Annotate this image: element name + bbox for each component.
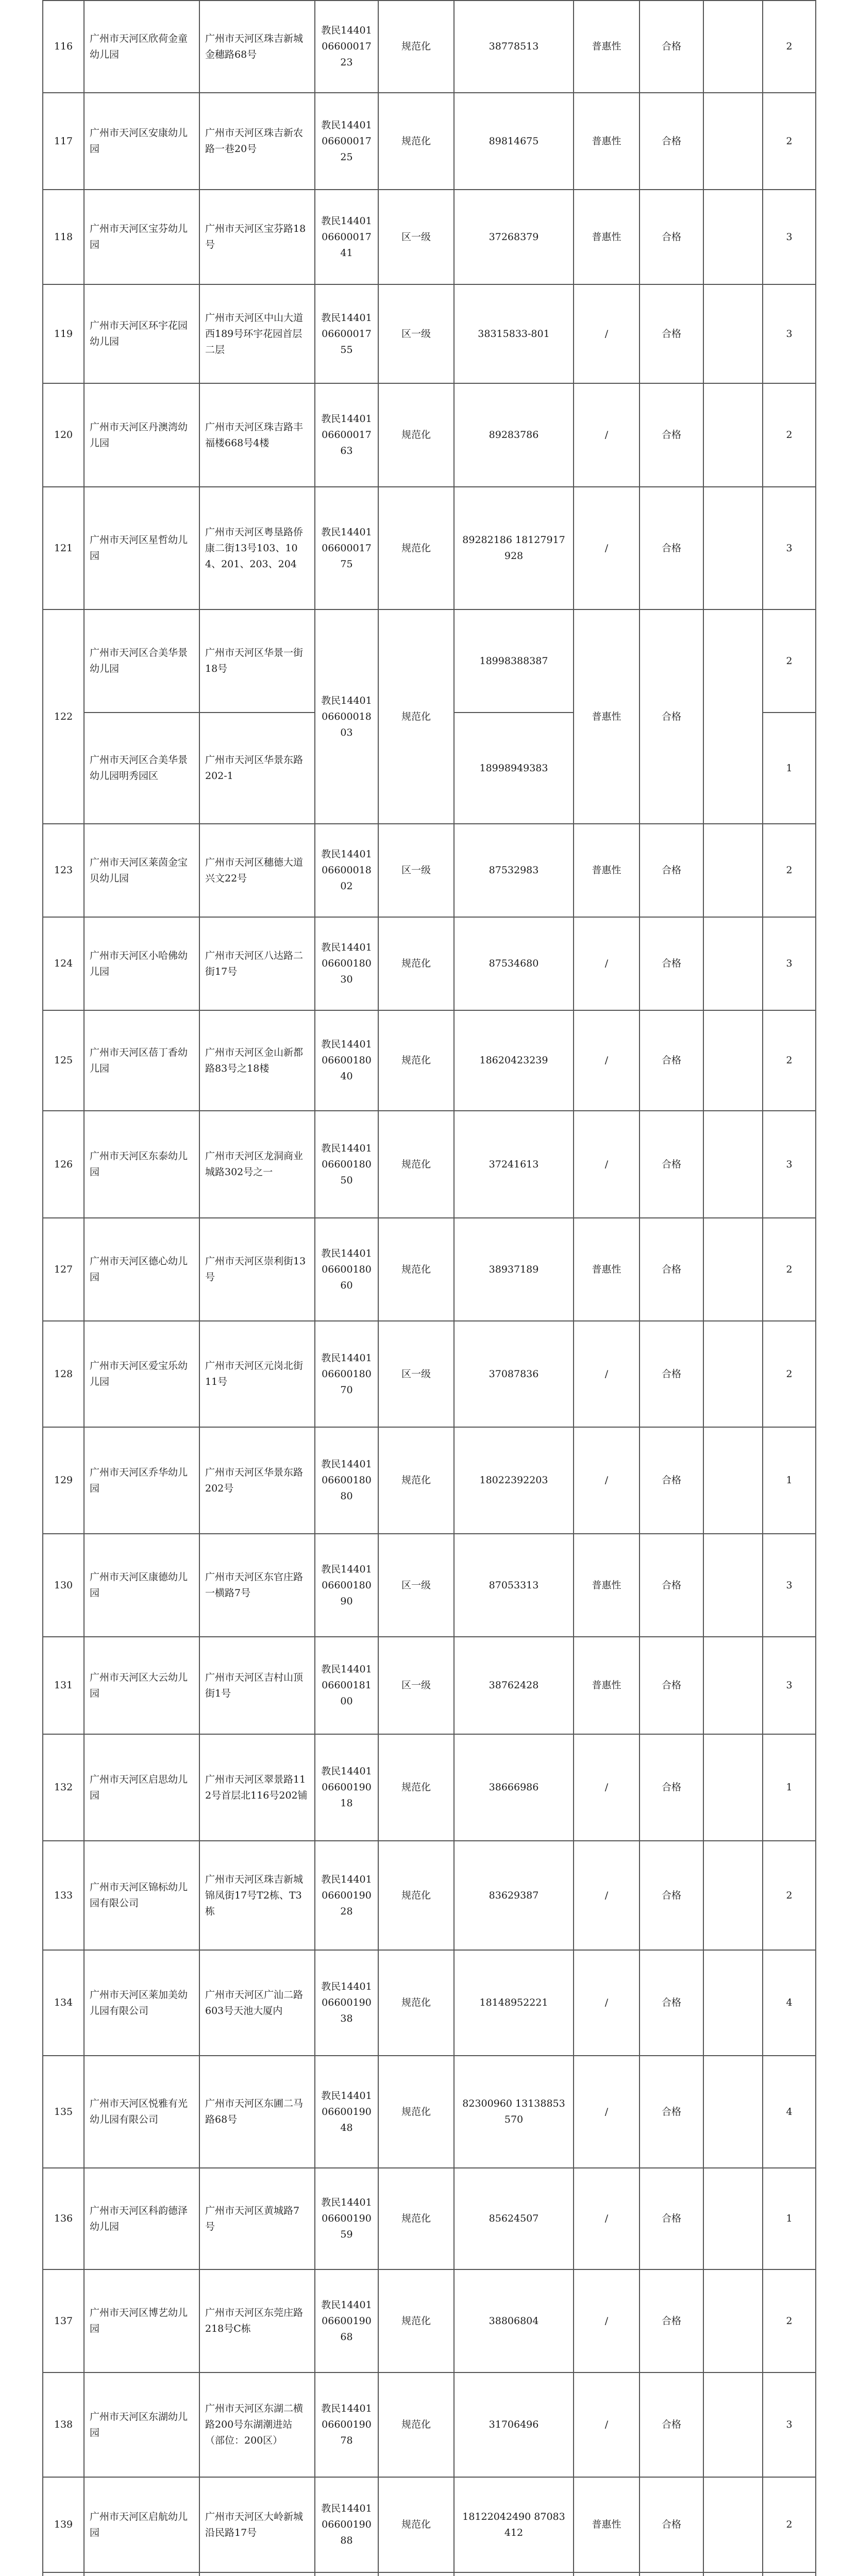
kindergarten-address: 广州市天河区大岭新城沿民路17号 <box>199 2477 315 2572</box>
kindergarten-name: 广州市天河区博艺幼儿园 <box>84 2269 199 2372</box>
grade-level: 规范化 <box>378 609 454 824</box>
table-row <box>43 824 816 917</box>
inspection-result: 合格 <box>640 487 703 609</box>
license-code: 教民144010660018090 <box>315 1534 378 1637</box>
kindergarten-name: 广州市天河区悦雅有光幼儿园有限公司 <box>84 2056 199 2168</box>
kindergarten-address: 广州市天河区华景东路202-1 <box>199 713 315 824</box>
grade-level: 规范化 <box>378 2168 454 2269</box>
benefit-status: 普惠性 <box>574 1218 640 1321</box>
class-count: 4 <box>763 1950 816 2056</box>
license-code: 教民144010660018040 <box>315 1010 378 1111</box>
grade-level: 规范化 <box>378 917 454 1010</box>
blank-column <box>703 383 763 487</box>
kindergarten-name: 广州市天河区东湖幼儿园 <box>84 2372 199 2477</box>
license-code: 教民144010660018070 <box>315 1321 378 1427</box>
phone-number: 82300960 13138853570 <box>454 2056 574 2168</box>
kindergarten-name: 广州市天河区合美华景幼儿园 <box>84 609 199 713</box>
table-row <box>43 1218 816 1321</box>
table-row <box>43 2056 816 2168</box>
kindergarten-name: 广州市天河区大云幼儿园 <box>84 1637 199 1734</box>
phone-number: 18122042490 87083412 <box>454 2477 574 2572</box>
grade-level: 区一级 <box>378 1321 454 1427</box>
kindergarten-address: 广州市天河区元岗北街11号 <box>199 1321 315 1427</box>
class-count: 2 <box>763 93 816 190</box>
grade-level: 规范化 <box>378 1010 454 1111</box>
kindergarten-address: 广州市天河区黄城路7号 <box>199 2168 315 2269</box>
class-count: 1 <box>763 1734 816 1841</box>
grade-level: 规范化 <box>378 1 454 93</box>
row-number: 133 <box>43 1841 84 1950</box>
class-count: 1 <box>763 2168 816 2269</box>
blank-column <box>703 1734 763 1841</box>
license-code: 教民144010660019068 <box>315 2269 378 2372</box>
row-number: 116 <box>43 1 84 93</box>
license-code: 教民144010660019028 <box>315 1841 378 1950</box>
class-count: 2 <box>763 1010 816 1111</box>
table-row <box>43 1111 816 1218</box>
grade-level: 规范化 <box>378 2372 454 2477</box>
class-count <box>763 2572 816 2576</box>
kindergarten-name <box>84 2572 199 2576</box>
grade-level: 规范化 <box>378 1950 454 2056</box>
kindergarten-address <box>199 2572 315 2576</box>
benefit-status: 普惠性 <box>574 93 640 190</box>
grade-level: 规范化 <box>378 487 454 609</box>
class-count: 3 <box>763 284 816 383</box>
class-count: 2 <box>763 383 816 487</box>
row-number: 118 <box>43 190 84 284</box>
class-count: 3 <box>763 917 816 1010</box>
benefit-status: 普惠性 <box>574 1637 640 1734</box>
grade-level: 规范化 <box>378 1218 454 1321</box>
benefit-status: / <box>574 1321 640 1427</box>
license-code: 教民144010660019078 <box>315 2372 378 2477</box>
row-number: 125 <box>43 1010 84 1111</box>
kindergarten-address: 广州市天河区龙洞商业城路302号之一 <box>199 1111 315 1218</box>
phone-number: 37241613 <box>454 1111 574 1218</box>
kindergarten-address: 广州市天河区东圃二马路68号 <box>199 2056 315 2168</box>
kindergarten-name: 广州市天河区乔华幼儿园 <box>84 1427 199 1534</box>
inspection-result: 合格 <box>640 93 703 190</box>
phone-number: 18998949383 <box>454 713 574 824</box>
kindergarten-name: 广州市天河区欣荷金童幼儿园 <box>84 1 199 93</box>
license-code: 教民144010660019088 <box>315 2477 378 2572</box>
kindergarten-name: 广州市天河区莱加美幼儿园有限公司 <box>84 1950 199 2056</box>
grade-level: 区一级 <box>378 190 454 284</box>
class-count: 3 <box>763 1111 816 1218</box>
blank-column <box>703 824 763 917</box>
phone-number: 87534680 <box>454 917 574 1010</box>
table-row <box>43 2269 816 2372</box>
table-row <box>43 1321 816 1427</box>
kindergarten-address: 广州市天河区华景东路202号 <box>199 1427 315 1534</box>
kindergarten-name: 广州市天河区丹澳湾幼儿园 <box>84 383 199 487</box>
row-number: 139 <box>43 2477 84 2572</box>
license-code: 教民144010660001725 <box>315 93 378 190</box>
kindergarten-address: 广州市天河区中山大道西189号环宇花园首层二层 <box>199 284 315 383</box>
phone-number: 87532983 <box>454 824 574 917</box>
inspection-result: 合格 <box>640 190 703 284</box>
grade-level: 规范化 <box>378 2056 454 2168</box>
benefit-status: / <box>574 2168 640 2269</box>
row-number: 120 <box>43 383 84 487</box>
table-row <box>43 1950 816 2056</box>
inspection-result: 合格 <box>640 2372 703 2477</box>
phone-number: 31706496 <box>454 2372 574 2477</box>
class-count: 2 <box>763 1321 816 1427</box>
benefit-status: 普惠性 <box>574 1 640 93</box>
benefit-status: / <box>574 1111 640 1218</box>
inspection-result: 合格 <box>640 2269 703 2372</box>
benefit-status <box>574 2572 640 2576</box>
phone-number: 38666986 <box>454 1734 574 1841</box>
kindergarten-name: 广州市天河区莱茵金宝贝幼儿园 <box>84 824 199 917</box>
license-code: 教民144010660001803 <box>315 609 378 824</box>
table-row <box>43 284 816 383</box>
kindergarten-name: 广州市天河区科韵德泽幼儿园 <box>84 2168 199 2269</box>
blank-column <box>703 1321 763 1427</box>
blank-column <box>703 1 763 93</box>
blank-column <box>703 1841 763 1950</box>
blank-column <box>703 1427 763 1534</box>
class-count: 3 <box>763 2372 816 2477</box>
blank-column <box>703 1950 763 2056</box>
grade-level: 规范化 <box>378 2269 454 2372</box>
grade-level: 规范化 <box>378 1734 454 1841</box>
kindergarten-address: 广州市天河区东湖二横路200号东湖潮进站（部位：200区） <box>199 2372 315 2477</box>
benefit-status: / <box>574 1010 640 1111</box>
kindergarten-address: 广州市天河区珠吉新城金穗路68号 <box>199 1 315 93</box>
row-number: 117 <box>43 93 84 190</box>
phone-number: 89282186 18127917928 <box>454 487 574 609</box>
blank-column <box>703 1010 763 1111</box>
grade-level: 区一级 <box>378 284 454 383</box>
blank-column <box>703 2477 763 2572</box>
phone-number: 38778513 <box>454 1 574 93</box>
benefit-status: 普惠性 <box>574 2477 640 2572</box>
benefit-status: / <box>574 383 640 487</box>
class-count: 3 <box>763 190 816 284</box>
class-count: 3 <box>763 1637 816 1734</box>
kindergarten-name: 广州市天河区安康幼儿园 <box>84 93 199 190</box>
table-row <box>43 383 816 487</box>
kindergarten-name: 广州市天河区启思幼儿园 <box>84 1734 199 1841</box>
inspection-result: 合格 <box>640 1841 703 1950</box>
phone-number: 38762428 <box>454 1637 574 1734</box>
benefit-status: / <box>574 2372 640 2477</box>
license-code: 教民144010660001723 <box>315 1 378 93</box>
benefit-status: / <box>574 1427 640 1534</box>
row-number: 122 <box>43 609 84 824</box>
grade-level: 规范化 <box>378 1111 454 1218</box>
benefit-status: / <box>574 1950 640 2056</box>
grade-level: 区一级 <box>378 1637 454 1734</box>
table-row <box>43 1734 816 1841</box>
inspection-result: 合格 <box>640 2477 703 2572</box>
row-number: 137 <box>43 2269 84 2372</box>
license-code: 教民144010660018100 <box>315 1637 378 1734</box>
inspection-result: 合格 <box>640 284 703 383</box>
phone-number: 18620423239 <box>454 1010 574 1111</box>
phone-number: 37087836 <box>454 1321 574 1427</box>
row-number: 123 <box>43 824 84 917</box>
class-count: 3 <box>763 487 816 609</box>
benefit-status: / <box>574 1734 640 1841</box>
kindergarten-name: 广州市天河区锦标幼儿园有限公司 <box>84 1841 199 1950</box>
license-code <box>315 2572 378 2576</box>
row-number: 129 <box>43 1427 84 1534</box>
class-count: 4 <box>763 2056 816 2168</box>
table-row <box>43 487 816 609</box>
phone-number: 89283786 <box>454 383 574 487</box>
row-number: 127 <box>43 1218 84 1321</box>
blank-column <box>703 609 763 824</box>
phone-number: 38315833-801 <box>454 284 574 383</box>
table-row <box>43 609 816 713</box>
benefit-status: / <box>574 2269 640 2372</box>
phone-number: 83629387 <box>454 1841 574 1950</box>
table-body <box>43 1 816 2576</box>
kindergarten-name: 广州市天河区德心幼儿园 <box>84 1218 199 1321</box>
row-number: 134 <box>43 1950 84 2056</box>
kindergarten-address: 广州市天河区翠景路112号首层北116号202铺 <box>199 1734 315 1841</box>
class-count: 2 <box>763 2477 816 2572</box>
grade-level: 规范化 <box>378 93 454 190</box>
kindergarten-name: 广州市天河区星哲幼儿园 <box>84 487 199 609</box>
benefit-status: / <box>574 1841 640 1950</box>
inspection-result: 合格 <box>640 824 703 917</box>
class-count: 1 <box>763 713 816 824</box>
row-number: 138 <box>43 2372 84 2477</box>
blank-column <box>703 1637 763 1734</box>
table-row <box>43 2477 816 2572</box>
row-number: 126 <box>43 1111 84 1218</box>
license-code: 教民144010660001775 <box>315 487 378 609</box>
blank-column <box>703 2056 763 2168</box>
inspection-result: 合格 <box>640 1427 703 1534</box>
table-row <box>43 1637 816 1734</box>
class-count: 1 <box>763 1427 816 1534</box>
inspection-result: 合格 <box>640 1734 703 1841</box>
phone-number: 18148952221 <box>454 1950 574 2056</box>
blank-column <box>703 284 763 383</box>
kindergarten-address: 广州市天河区宝芬路18号 <box>199 190 315 284</box>
class-count: 2 <box>763 609 816 713</box>
kindergarten-address: 广州市天河区吉村山顶街1号 <box>199 1637 315 1734</box>
kindergarten-address: 广州市天河区崇利街13号 <box>199 1218 315 1321</box>
blank-column <box>703 2168 763 2269</box>
row-number: 131 <box>43 1637 84 1734</box>
inspection-result: 合格 <box>640 1111 703 1218</box>
inspection-result: 合格 <box>640 1950 703 2056</box>
benefit-status: / <box>574 284 640 383</box>
row-number: 124 <box>43 917 84 1010</box>
blank-column <box>703 2572 763 2576</box>
inspection-result: 合格 <box>640 2168 703 2269</box>
phone-number: 18998388387 <box>454 609 574 713</box>
table-row <box>43 1534 816 1637</box>
blank-column <box>703 2269 763 2372</box>
kindergarten-name: 广州市天河区启航幼儿园 <box>84 2477 199 2572</box>
benefit-status: 普惠性 <box>574 824 640 917</box>
phone-number: 37268379 <box>454 190 574 284</box>
grade-level: 规范化 <box>378 1841 454 1950</box>
table-row <box>43 93 816 190</box>
inspection-result: 合格 <box>640 1637 703 1734</box>
blank-column <box>703 917 763 1010</box>
license-code: 教民144010660018060 <box>315 1218 378 1321</box>
grade-level: 区一级 <box>378 1534 454 1637</box>
blank-column <box>703 93 763 190</box>
row-number: 128 <box>43 1321 84 1427</box>
table-row <box>43 917 816 1010</box>
row-number: 135 <box>43 2056 84 2168</box>
blank-column <box>703 2372 763 2477</box>
phone-number: 38806804 <box>454 2269 574 2372</box>
grade-level: 区一级 <box>378 824 454 917</box>
table-row <box>43 2572 816 2576</box>
row-number: 132 <box>43 1734 84 1841</box>
kindergarten-address: 广州市天河区华景一街18号 <box>199 609 315 713</box>
kindergarten-name: 广州市天河区环宇花园幼儿园 <box>84 284 199 383</box>
kindergarten-address: 广州市天河区粤垦路侨康二街13号103、104、201、203、204 <box>199 487 315 609</box>
row-number: 119 <box>43 284 84 383</box>
grade-level: 规范化 <box>378 2477 454 2572</box>
table-row <box>43 1841 816 1950</box>
kindergarten-name: 广州市天河区小哈佛幼儿园 <box>84 917 199 1010</box>
blank-column <box>703 487 763 609</box>
kindergarten-table <box>42 0 816 2576</box>
inspection-result: 合格 <box>640 2056 703 2168</box>
grade-level: 规范化 <box>378 1427 454 1534</box>
license-code: 教民144010660018030 <box>315 917 378 1010</box>
class-count: 3 <box>763 1534 816 1637</box>
benefit-status: 普惠性 <box>574 1534 640 1637</box>
phone-number: 87053313 <box>454 1534 574 1637</box>
kindergarten-name: 广州市天河区康德幼儿园 <box>84 1534 199 1637</box>
kindergarten-address: 广州市天河区东莞庄路218号C栋 <box>199 2269 315 2372</box>
inspection-result: 合格 <box>640 917 703 1010</box>
inspection-result: 合格 <box>640 1218 703 1321</box>
license-code: 教民144010660001741 <box>315 190 378 284</box>
kindergarten-address: 广州市天河区珠吉新城锦凤街17号T2栋、T3栋 <box>199 1841 315 1950</box>
inspection-result: 合格 <box>640 1010 703 1111</box>
row-number: 130 <box>43 1534 84 1637</box>
kindergarten-address: 广州市天河区珠吉新农路一巷20号 <box>199 93 315 190</box>
kindergarten-address: 广州市天河区东官庄路一横路7号 <box>199 1534 315 1637</box>
phone-number: 89814675 <box>454 93 574 190</box>
class-count: 2 <box>763 1841 816 1950</box>
row-number <box>43 2572 84 2576</box>
phone-number: 18022392203 <box>454 1427 574 1534</box>
benefit-status: / <box>574 487 640 609</box>
kindergarten-name: 广州市天河区蓓丁香幼儿园 <box>84 1010 199 1111</box>
blank-column <box>703 1534 763 1637</box>
table-row <box>43 1010 816 1111</box>
license-code: 教民144010660018050 <box>315 1111 378 1218</box>
kindergarten-address: 广州市天河区八达路二街17号 <box>199 917 315 1010</box>
license-code: 教民144010660019038 <box>315 1950 378 2056</box>
blank-column <box>703 1218 763 1321</box>
license-code: 教民144010660019059 <box>315 2168 378 2269</box>
benefit-status: 普惠性 <box>574 190 640 284</box>
class-count: 2 <box>763 1 816 93</box>
grade-level <box>378 2572 454 2576</box>
license-code: 教民144010660001763 <box>315 383 378 487</box>
table-row <box>43 190 816 284</box>
table-row <box>43 1427 816 1534</box>
phone-number: 38937189 <box>454 1218 574 1321</box>
kindergarten-name: 广州市天河区宝芬幼儿园 <box>84 190 199 284</box>
blank-column <box>703 190 763 284</box>
class-count: 2 <box>763 824 816 917</box>
inspection-result: 合格 <box>640 1321 703 1427</box>
license-code: 教民144010660018080 <box>315 1427 378 1534</box>
kindergarten-name: 广州市天河区东泰幼儿园 <box>84 1111 199 1218</box>
kindergarten-address: 广州市天河区广汕二路603号天池大厦内 <box>199 1950 315 2056</box>
class-count: 2 <box>763 2269 816 2372</box>
inspection-result: 合格 <box>640 383 703 487</box>
phone-number <box>454 2572 574 2576</box>
license-code: 教民144010660001802 <box>315 824 378 917</box>
kindergarten-address: 广州市天河区珠吉路丰福楼668号4楼 <box>199 383 315 487</box>
inspection-result: 合格 <box>640 609 703 824</box>
blank-column <box>703 1111 763 1218</box>
table-row <box>43 2168 816 2269</box>
benefit-status: / <box>574 2056 640 2168</box>
table-row <box>43 1 816 93</box>
table-row <box>43 2372 816 2477</box>
class-count: 2 <box>763 1218 816 1321</box>
row-number: 136 <box>43 2168 84 2269</box>
license-code: 教民144010660001755 <box>315 284 378 383</box>
grade-level: 规范化 <box>378 383 454 487</box>
phone-number: 85624507 <box>454 2168 574 2269</box>
inspection-result: 合格 <box>640 1534 703 1637</box>
license-code: 教民144010660019018 <box>315 1734 378 1841</box>
benefit-status: / <box>574 917 640 1010</box>
row-number: 121 <box>43 487 84 609</box>
license-code: 教民144010660019048 <box>315 2056 378 2168</box>
inspection-result: 合格 <box>640 1 703 93</box>
kindergarten-address: 广州市天河区金山新都路83号之18楼 <box>199 1010 315 1111</box>
kindergarten-name: 广州市天河区合美华景幼儿园明秀园区 <box>84 713 199 824</box>
inspection-result <box>640 2572 703 2576</box>
kindergarten-address: 广州市天河区穗德大道兴文22号 <box>199 824 315 917</box>
kindergarten-name: 广州市天河区爱宝乐幼儿园 <box>84 1321 199 1427</box>
benefit-status: 普惠性 <box>574 609 640 824</box>
